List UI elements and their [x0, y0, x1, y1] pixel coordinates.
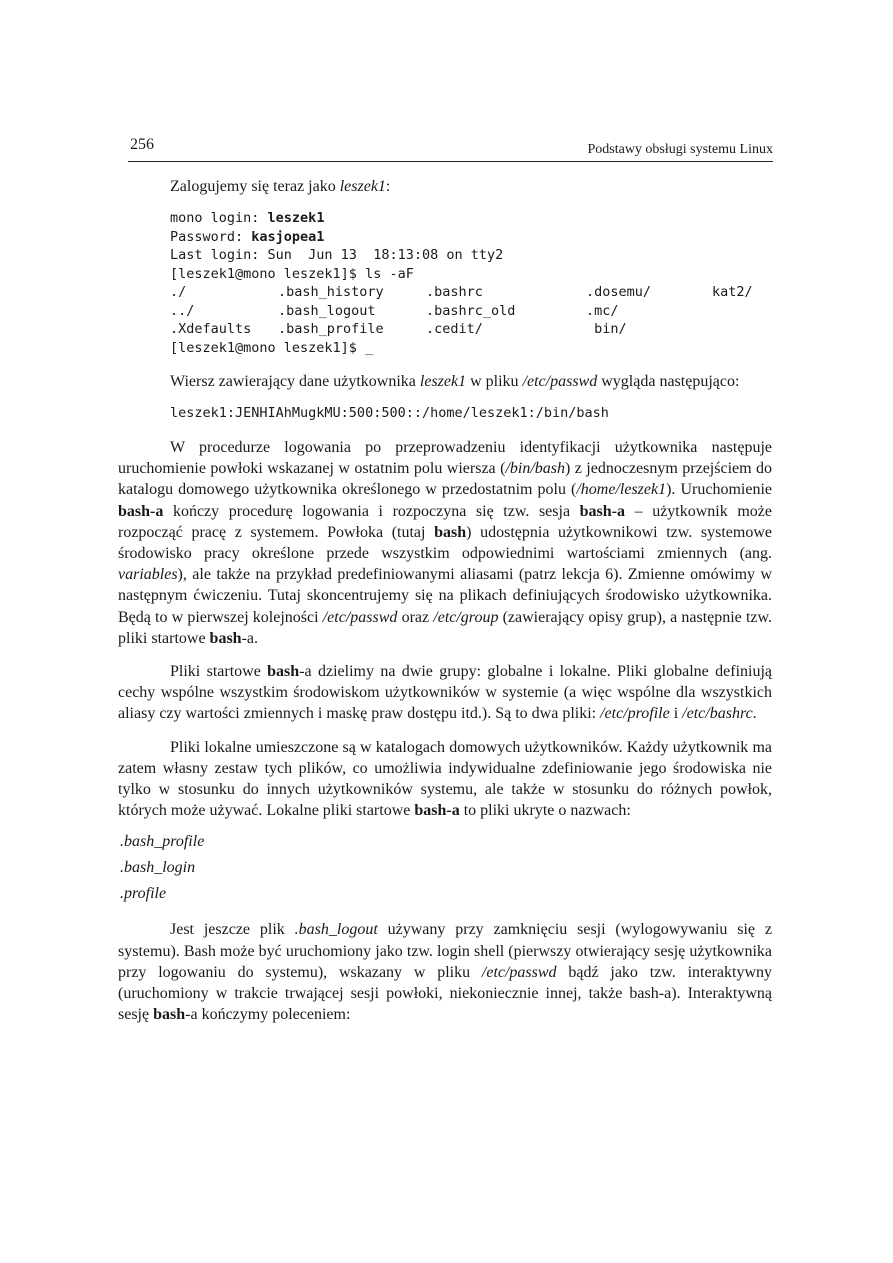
terminal-listing — [170, 209, 772, 357]
local-files-paragraph: Pliki lokalne umieszczone są w katalogach domowych użytkowników. Każdy użytkownik ma zatem własny zestaw tych plików, co umożliwia indywidualne zdefiniowanie jego środowiska nie tylko w stosunku do innych użytkowników systemu, ale także w stosunku do różnych powłok, których może używać. Lokalne pliki startowe bash-a to pliki ukryte o nazwach: — [118, 738, 772, 820]
running-title: Podstawy obsługi systemu Linux — [587, 142, 773, 157]
list-item: .bash_profile — [120, 833, 205, 851]
listing-row: ../ .bash_logout .bashrc_old .mc/ — [170, 302, 619, 319]
passwd-entry: leszek1:JENHIAhMugkMU:500:500::/home/leszek1:/bin/bash — [170, 405, 609, 422]
terminal-last-login: Last login: Sun Jun 13 18:13:08 on tty2 — [170, 247, 504, 264]
list-item: .profile — [120, 885, 167, 903]
listing-row: ./ .bash_history .bashrc .dosemu/ kat2/ — [170, 284, 753, 301]
passwd-intro-paragraph: Wiersz zawierający dane użytkownika leszek1 w pliku /etc/passwd wygląda następująco: — [170, 373, 740, 391]
terminal-final-prompt: [leszek1@mono leszek1]$ _ — [170, 339, 374, 356]
list-item: .bash_login — [120, 859, 196, 877]
intro-paragraph: Zalogujemy się teraz jako leszek1: — [170, 178, 391, 195]
startup-file-list — [118, 829, 772, 907]
terminal-password-line: Password: kasjopea1 — [170, 228, 325, 245]
terminal-command: [leszek1@mono leszek1]$ ls -aF — [170, 265, 414, 282]
terminal-login-line: mono login: leszek1 — [170, 210, 325, 227]
listing-row: .Xdefaults .bash_profile .cedit/ bin/ — [170, 321, 627, 338]
page-number: 256 — [130, 136, 154, 153]
global-files-paragraph: Pliki startowe bash-a dzielimy na dwie grupy: globalne i lokalne. Pliki globalne definiują cechy wspólne wszystkim środowiskom użytkowników w systemie (a więc wspólne dla wszystkich aliasy czy wartości zmiennych i maskę praw dostępu itd.). Są to dwa pliki: /etc/profile i /etc/bashrc. — [118, 662, 772, 723]
logout-paragraph: Jest jeszcze plik .bash_logout używany przy zamknięciu sesji (wylogowywaniu się z systemu). Bash może być uruchomiony jako tzw. login shell (pierwszy otwierający sesję użytkownika przy logowaniu do systemu), wskazany w pliku /etc/passwd bądź jako tzw. interaktywny (uruchomiony w trakcie trwającej sesji powłoki, niekoniecznie innej, także bash-a). Interaktywną sesję bash-a kończymy poleceniem: — [118, 921, 773, 1024]
header-rule — [128, 161, 773, 162]
login-procedure-paragraph: W procedurze logowania po przeprowadzeniu identyfikacji użytkownika następuje uruchomienie powłoki wskazanej w ostatnim polu wiersza (/bin/bash) z jednoczesnym przejściem do katalogu domowego użytkownika określonego w przedostatnim polu (/home/leszek1). Uruchomienie bash-a kończy procedurę logowania i rozpoczyna się tzw. sesja bash-a – użytkownik może rozpocząć pracę z systemem. Powłoka (tutaj bash) udostępnia użytkownikowi tzw. systemowe środowisko pracy określone przede wszystkim odpowiednimi wartościami zmiennych (ang. variables), ale także na przykład predefiniowanymi aliasami (patrz lekcja 6). Zmienne omówimy w następnym ćwiczeniu. Tutaj skoncentrujemy się na plikach definiujących środowisko użytkownika. Będą to w pierwszej kolejności /etc/passwd oraz /etc/group (zawierający opisy grup), a następnie tzw. pliki startowe bash-a. — [118, 438, 773, 647]
page-body — [118, 176, 772, 1025]
